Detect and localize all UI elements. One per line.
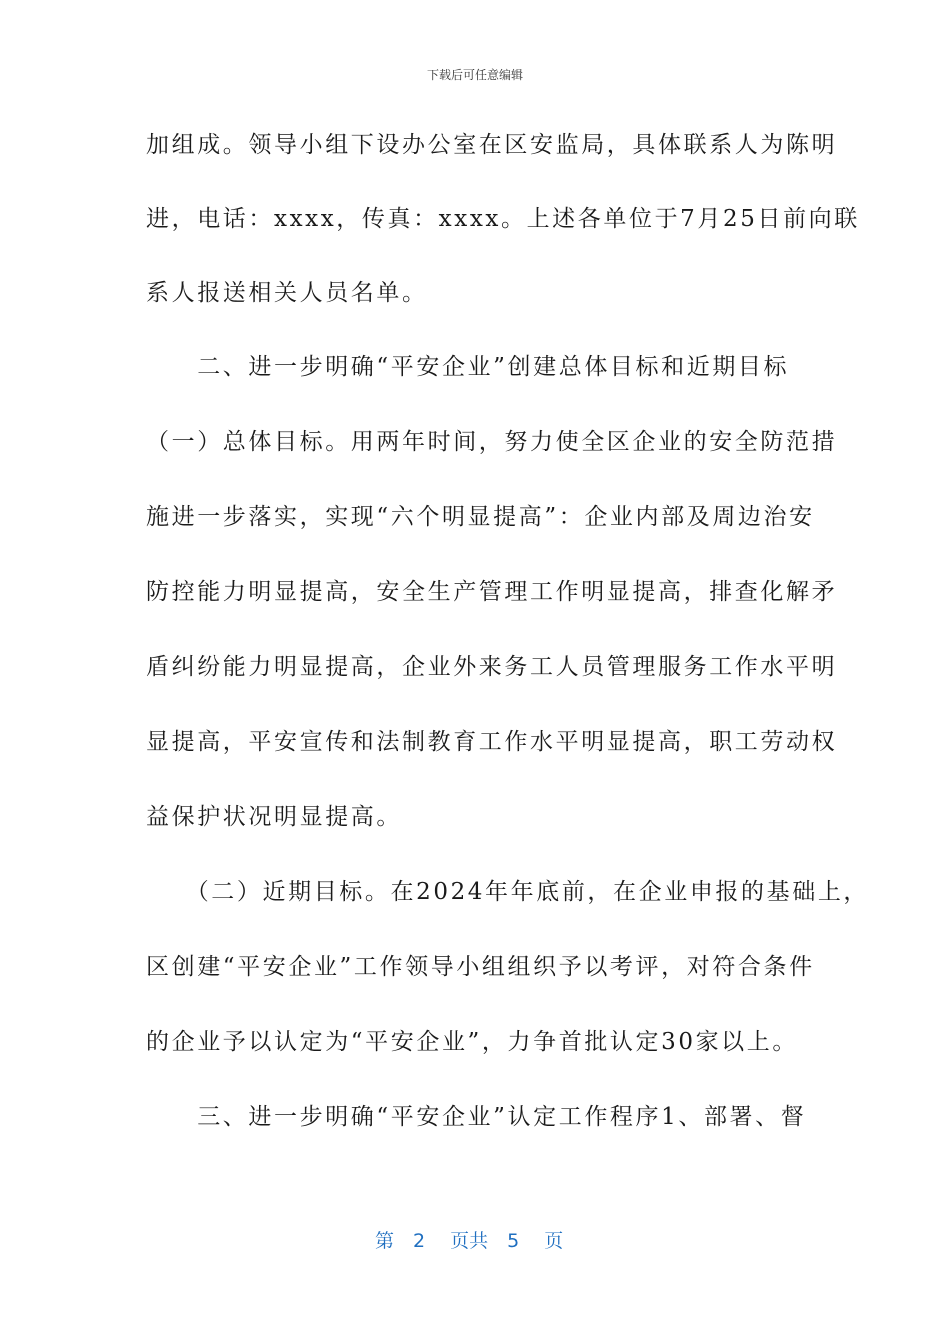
body-line-6: 施进一步落实，实现“六个明显提高”：企业内部及周边治安 — [146, 504, 815, 530]
body-line-13: 的企业予以认定为“平安企业”，力争首批认定30家以上。 — [146, 1029, 798, 1055]
body-line-12: 区创建“平安企业”工作领导小组组织予以考评，对符合条件 — [146, 954, 815, 980]
body-line-2: 进，电话：xxxx，传真：xxxx。上述各单位于7月25日前向联 — [146, 206, 860, 232]
body-line-5: （一）总体目标。用两年时间，努力使全区企业的安全防范措 — [146, 429, 838, 455]
body-line-9: 显提高，平安宣传和法制教育工作水平明显提高，职工劳动权 — [146, 729, 838, 755]
body-line-11: （二）近期目标。在2024年年底前，在企业申报的基础上， — [146, 879, 870, 905]
page-number: 第 2 页共 5 页 — [375, 1230, 564, 1252]
header-note: 下载后可任意编辑 — [426, 68, 523, 82]
body-line-10: 益保护状况明显提高。 — [146, 804, 402, 830]
body-line-8: 盾纠纷能力明显提高，企业外来务工人员管理服务工作水平明 — [146, 654, 838, 680]
body-line-14: 三、进一步明确“平安企业”认定工作程序1、部署、督 — [146, 1104, 807, 1130]
body-line-3: 系人报送相关人员名单。 — [146, 280, 428, 306]
body-line-1: 加组成。领导小组下设办公室在区安监局，具体联系人为陈明 — [146, 132, 838, 158]
body-line-4: 二、进一步明确“平安企业”创建总体目标和近期目标 — [146, 354, 790, 380]
body-line-7: 防控能力明显提高，安全生产管理工作明显提高，排查化解矛 — [146, 579, 838, 605]
